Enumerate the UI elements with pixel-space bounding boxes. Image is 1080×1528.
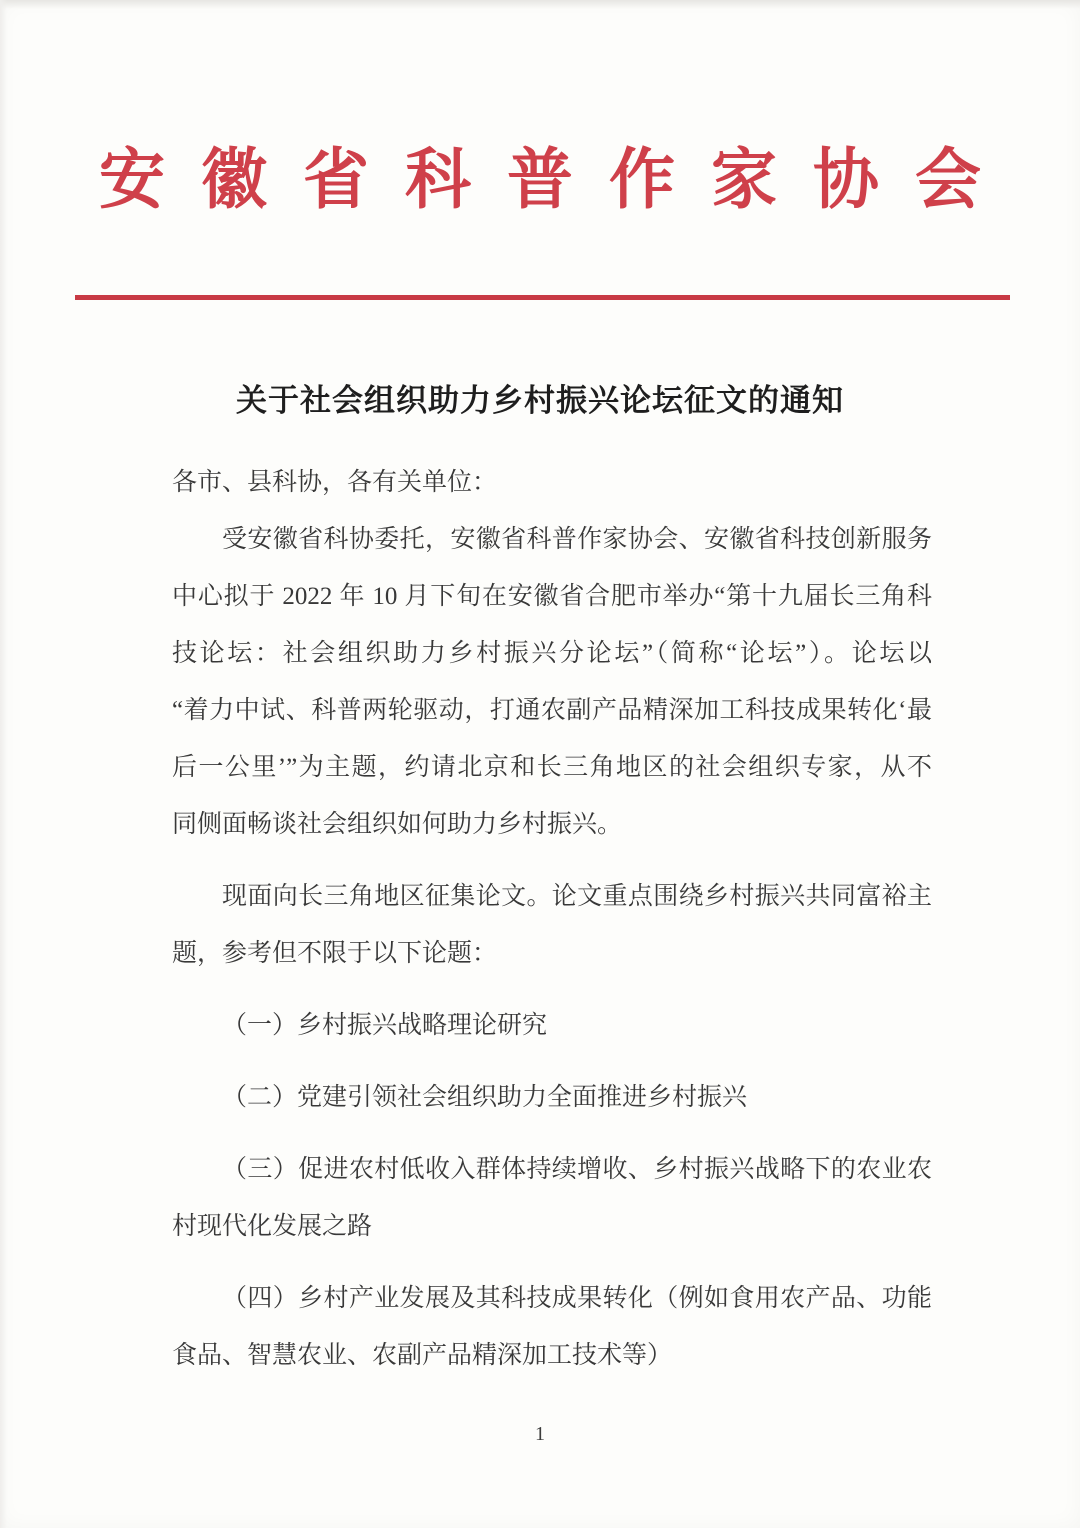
intro-paragraph <box>172 511 932 853</box>
topic-line: （一）乡村振兴战略理论研究 <box>222 1012 548 1040</box>
salutation-line: 各市、县科协，各有关单位： <box>172 469 498 497</box>
body-line: 题，参考但不限于以下论题： <box>172 940 498 968</box>
topic-item-3 <box>172 1141 932 1255</box>
body-line: 中心拟于 2022 年 10 月下旬在安徽省合肥市举办“第十九届长三角科 <box>172 583 932 611</box>
topic-line: （二）党建引领社会组织助力全面推进乡村振兴 <box>222 1084 748 1112</box>
notice-title: 关于社会组织助力乡村振兴论坛征文的通知 <box>236 383 844 419</box>
body-line: 同侧面畅谈社会组织如何助力乡村振兴。 <box>172 811 623 839</box>
body-line: “着力中试、科普两轮驱动，打通农副产品精深加工科技成果转化‘最 <box>172 697 932 725</box>
letterhead-text: 安徽省科普作家协会 <box>99 144 1017 217</box>
topic-line: （四）乡村产业发展及其科技成果转化（例如食用农产品、功能 <box>222 1285 932 1313</box>
body-line: 受安徽省科协委托，安徽省科普作家协会、安徽省科技创新服务 <box>222 526 932 554</box>
scan-edge-left <box>0 0 7 1528</box>
page-number: 1 <box>535 1423 545 1445</box>
topic-item-4 <box>172 1270 932 1384</box>
letterhead-title <box>0 146 1080 215</box>
topic-line: 村现代化发展之路 <box>172 1213 373 1241</box>
topic-item-1 <box>172 997 932 1054</box>
body-line: 后一公里’”为主题，约请北京和长三角地区的社会组织专家，从不 <box>172 754 932 782</box>
topic-item-2 <box>172 1069 932 1126</box>
body-line: 技论坛：社会组织助力乡村振兴分论坛”（简称“论坛”）。论坛以 <box>172 640 932 668</box>
topic-line: （三）促进农村低收入群体持续增收、乡村振兴战略下的农业农 <box>222 1156 932 1184</box>
topic-line: 食品、智慧农业、农副产品精深加工技术等） <box>172 1342 673 1370</box>
red-divider-rule <box>75 295 1010 300</box>
body-line: 现面向长三角地区征集论文。论文重点围绕乡村振兴共同富裕主 <box>222 883 932 911</box>
call-for-papers-paragraph <box>172 868 932 982</box>
scan-edge-top <box>0 0 1080 9</box>
salutation-paragraph <box>172 454 932 511</box>
document-body <box>172 454 932 1384</box>
